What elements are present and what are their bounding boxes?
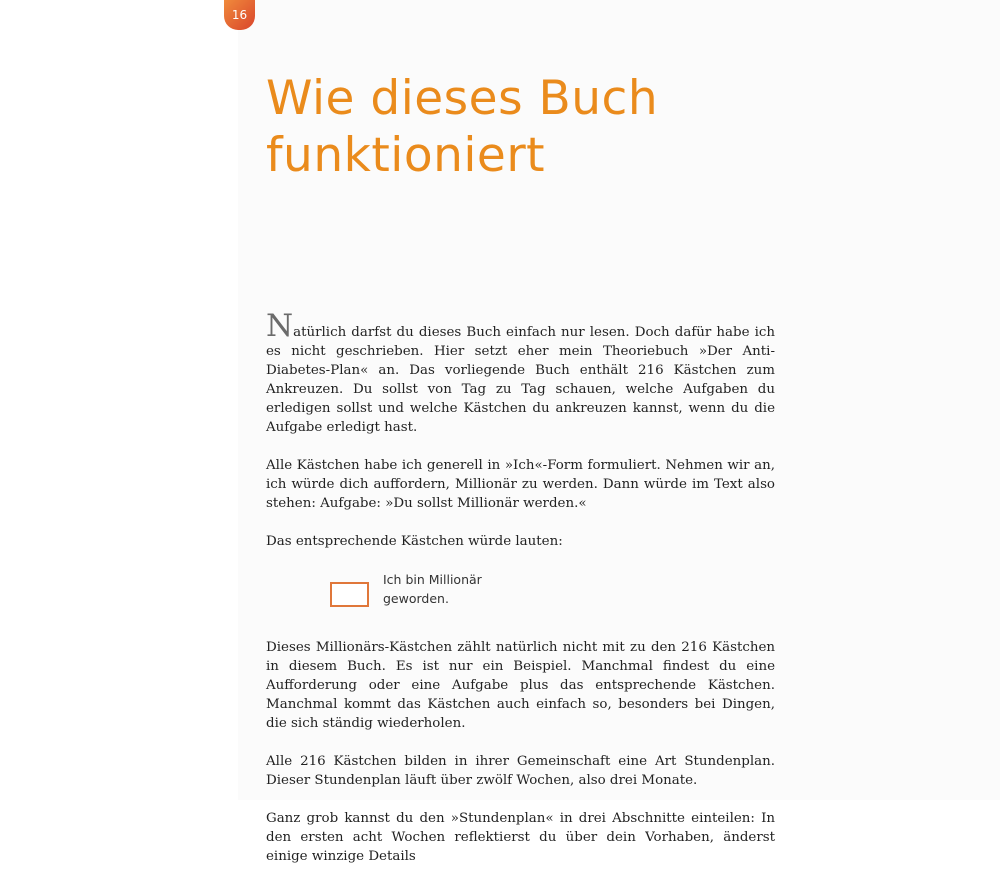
paragraph-5: Alle 216 Kästchen bilden in ihrer Gemeinschaft eine Art Stundenplan. Dieser Stundenplan läuft über zwölf Wochen, also drei Monate. [266, 754, 775, 788]
paragraph-6: Ganz grob kannst du den »Stundenplan« in drei Abschnitte einteilen: In den ersten acht Wochen reflektierst du über dein Vorhaben, änderst einige winzige Details [266, 811, 775, 864]
paragraph-3: Das entsprechende Kästchen würde lauten: [266, 534, 563, 549]
example-checkbox-label: Ich bin Millionär geworden. [383, 572, 482, 606]
example-checkbox-row [266, 570, 775, 622]
dropcap-letter: N [266, 308, 294, 344]
paragraph-1-text: atürlich darfst du dieses Buch einfach nur lesen. Doch dafür habe ich es nicht geschrieben. Hier setzt eher mein Theoriebuch »Der Anti-Diabetes-Plan« an. Das vorliegende Buch enthält 216 Kästchen zum Ankreuzen. Du sollst von Tag zu Tag schauen, welche Aufgaben du erledigen sollst und welche Kästchen du ankreuzen kannst, wenn du die Aufgabe erledigt hast. [266, 325, 775, 435]
page-number-badge: 16 [224, 0, 255, 30]
example-checkbox[interactable] [330, 582, 369, 607]
paragraph-4: Dieses Millionärs-Kästchen zählt natürlich nicht mit zu den 216 Kästchen in diesem Buch. Es ist nur ein Beispiel. Manchmal findest du eine Aufforderung oder eine Aufgabe plus das entsprechende Kästchen. Manchmal kommt das Kästchen auch einfach so, besonders bei Dingen, die sich ständig wiederholen. [266, 640, 775, 731]
paragraph-1 [266, 308, 775, 437]
paragraph-2: Alle Kästchen habe ich generell in »Ich«-Form formuliert. Nehmen wir an, ich würde dich auffordern, Millionär zu werden. Dann würde im Text also stehen: Aufgabe: »Du sollst Millionär werden.« [266, 458, 775, 511]
body-text [266, 308, 775, 885]
chapter-title: Wie dieses Buch funktioniert [266, 71, 659, 183]
